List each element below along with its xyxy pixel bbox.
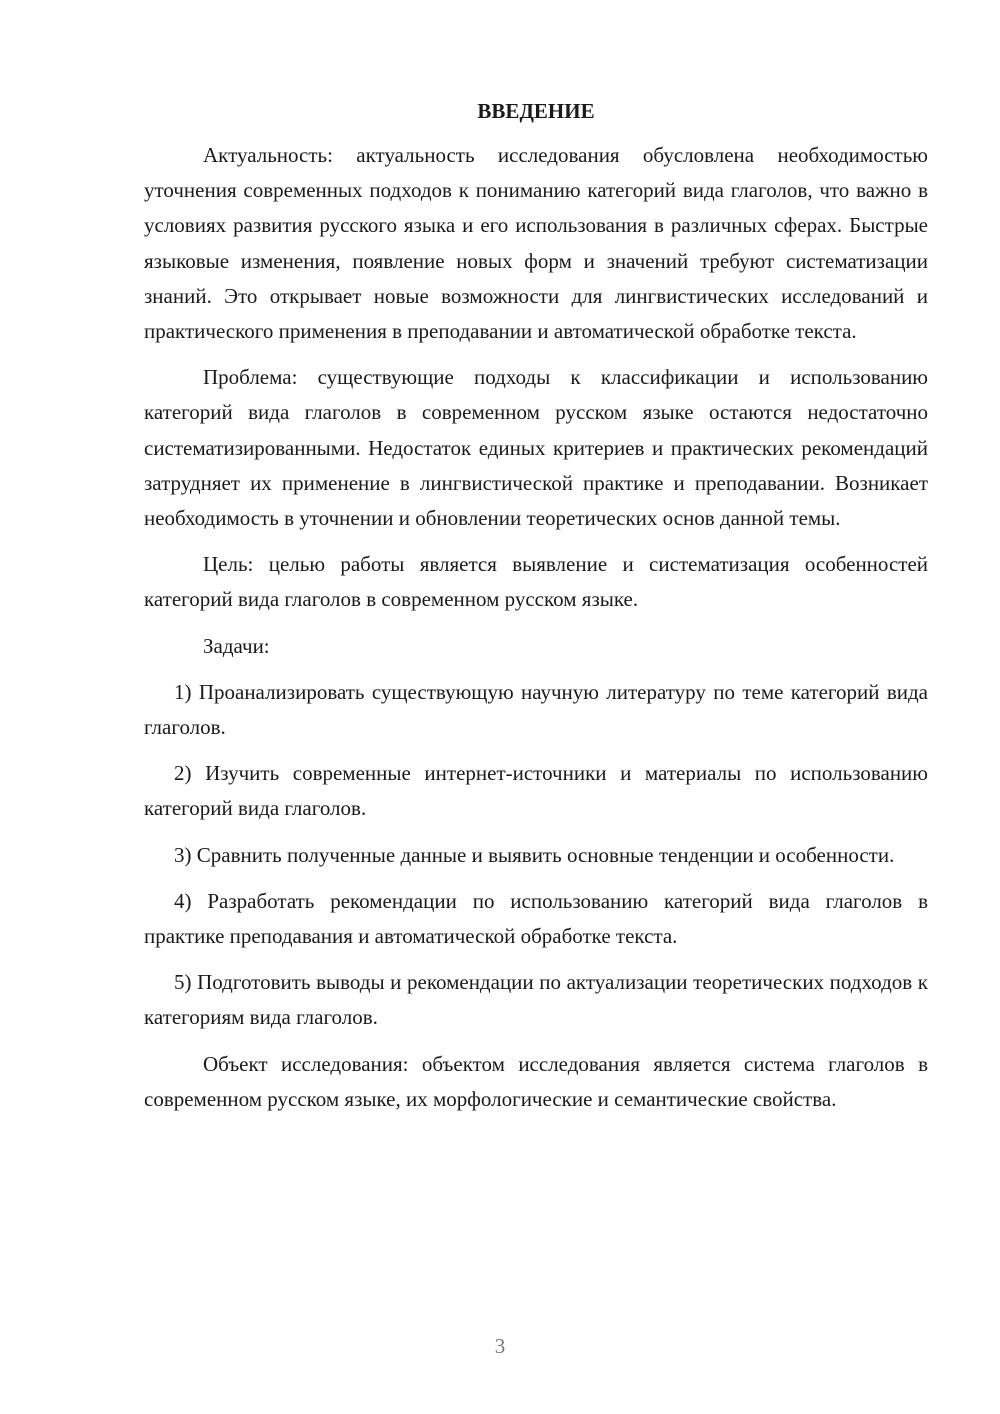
goal-paragraph: Цель: целью работы является выявление и систематизация особенностей категорий вида глаголов в современном русском языке. <box>144 552 928 612</box>
section-heading: ВВЕДЕНИЕ <box>477 99 595 123</box>
relevance-paragraph: Актуальность: актуальность исследования обусловлена необходимостью уточнения современных подходов к пониманию категорий вида глаголов, что важно в условиях развития русского языка и его использования в различных сферах. Быстрые языковые изменения, появление новых форм и значений требуют систематизации знаний. Это открывает новые возможности для лингвистических исследований и практического применения в преподавании и автоматической обработке текста. <box>144 143 928 344</box>
task-item-1: 1) Проанализировать существующую научную литературу по теме категорий вида глаголов. <box>144 679 928 740</box>
task-item-2: 2) Изучить современные интернет-источники и материалы по использованию категорий вида глаголов. <box>144 761 928 821</box>
problem-paragraph: Проблема: существующие подходы к классификации и использованию категорий вида глаголов в современном русском языке остаются недостаточно систематизированными. Недостаток единых критериев и практических рекомендаций затрудняет их применение в лингвистической практике и преподавании. Возникает необходимость в уточнении и обновлении теоретических основ данной темы. <box>144 365 928 531</box>
object-paragraph: Объект исследования: объектом исследования является система глаголов в современном русском языке, их морфологические и семантические свойства. <box>144 1051 928 1111</box>
task-item-3: 3) Сравнить полученные данные и выявить основные тенденции и особенности. <box>174 842 895 867</box>
page-number: 3 <box>494 1334 506 1358</box>
task-item-4: 4) Разработать рекомендации по использованию категорий вида глаголов в практике преподавания и автоматической обработке текста. <box>144 888 928 949</box>
tasks-label: Задачи: <box>203 633 270 658</box>
task-item-5: 5) Подготовить выводы и рекомендации по актуализации теоретических подходов к категориям вида глаголов. <box>144 970 928 1030</box>
page-content <box>144 95 928 1128</box>
